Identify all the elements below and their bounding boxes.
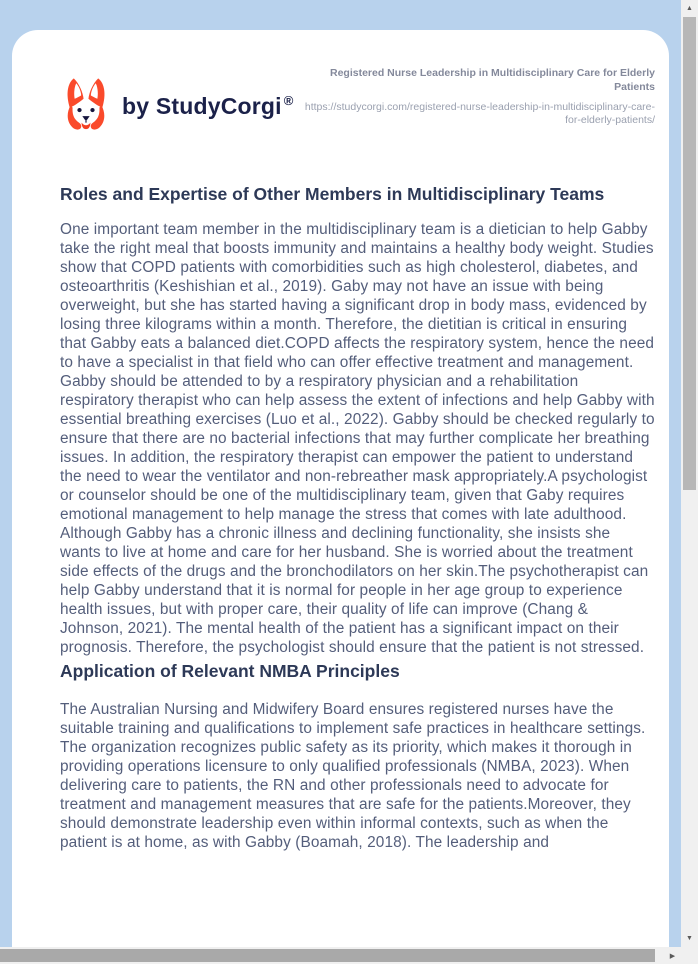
studycorgi-logo [60,70,293,142]
horizontal-scrollbar-thumb[interactable] [0,949,655,962]
section-heading-nmba: Application of Relevant NMBA Principles [60,660,400,681]
brand-wordmark [122,93,293,120]
document-title: Registered Nurse Leadership in Multidisciplinary Care for Elderly Patients [329,67,655,93]
vertical-scrollbar-thumb[interactable] [683,17,696,490]
document-url-link[interactable]: https://studycorgi.com/registered-nurse-leadership-in-multidisciplinary-care-for-elderly-patients/ [304,101,655,126]
scroll-right-icon: ▶ [669,952,676,960]
corgi-icon [60,70,112,142]
brand-text: by StudyCorgi [122,92,282,119]
document-info [303,67,655,127]
section-heading-roles: Roles and Expertise of Other Members in Multidisciplinary Teams [60,184,605,204]
registered-trademark-icon: ® [283,92,294,108]
scroll-down-button[interactable] [681,930,698,947]
vertical-scrollbar[interactable] [681,0,698,947]
scrollbar-corner [681,947,698,964]
section-paragraph-nmba: The Australian Nursing and Midwifery Board ensures registered nurses have the suitable training and qualifications to implement safe practices in healthcare settings. The organization recognizes public safety as its priority, which makes it thorough in providing operations licensure to only qualified professionals (NMBA, 2023). When delivering care to patients, the RN and other professionals need to advocate for treatment and management measures that are safe for the patients.Moreover, they should demonstrate leadership even within informal contexts, such as when the patient is at home, as with Gabby (Boamah, 2018). The leadership and [60,701,646,851]
document-header [60,67,655,142]
scroll-down-icon: ▼ [686,935,693,942]
section-paragraph-roles: One important team member in the multidisciplinary team is a dietician to help Gabby take the right meal that boosts immunity and maintains a healthy body weight. Studies show that COPD patients with comorbidities such as high cholesterol, diabetes, and osteoarthritis (Keshishian et al., 2019). Gaby may not have an issue with being overweight, but she has started having a significant drop in body mass, evidenced by losing three kilograms within a month. Therefore, the dietitian is critical in ensuring that Gabby eats a balanced diet.COPD affects the respiratory system, hence the need to have a specialist in that field who can offer effective treatment and management. Gabby should be attended to by a respiratory physician and a rehabilitation respiratory therapist who can help assess the extent of infections and help Gabby with essential breathing exercises (Luo et al., 2022). Gabby should be checked regularly to ensure that there are no bacterial infections that may further complicate her breathing issues. In addition, the respiratory therapist can empower the patient to understand the need to wear the ventilator and non-rebreather mask appropriately.A psychologist or counselor should be one of the multidisciplinary team, given that Gaby requires emotional management to help manage the stress that comes with late adulthood. Although Gabby has a chronic illness and declining functionality, she insists she wants to live at home and care for her husband. She is worried about the treatment side effects of the drugs and the bronchodilators on her skin.The psychotherapist can help Gabby understand that it is normal for people in her age group to experience health issues, but with proper care, their quality of life can improve (Chang & Johnson, 2021). The mental health of the patient has a significant impact on their prognosis. Therefore, the psychologist should ensure that the patient is not stressed. [60,220,655,656]
scroll-up-icon: ▲ [686,5,693,12]
horizontal-scrollbar[interactable] [0,947,681,964]
scroll-right-button[interactable] [664,947,681,964]
scroll-up-button[interactable] [681,0,698,17]
article-body [60,183,655,852]
document-card [12,30,669,947]
